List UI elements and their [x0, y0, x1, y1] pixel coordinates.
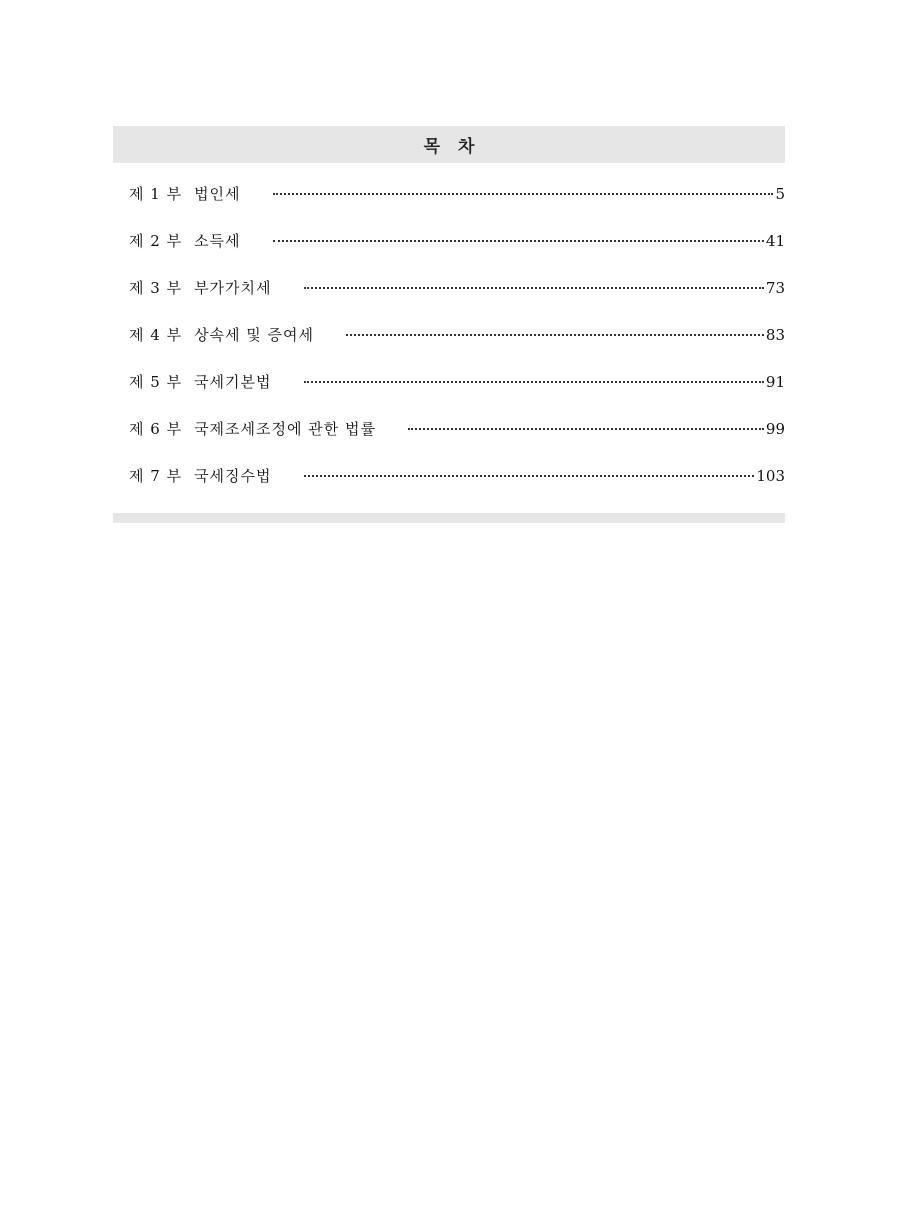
entry-page-number: 103 [756, 467, 785, 485]
entry-page-number: 99 [765, 420, 785, 438]
entry-part-number: 제 7 부 [129, 467, 183, 485]
entry-title: 국제조세조정에 관한 법률 [194, 420, 376, 438]
entry-part-number: 제 4 부 [129, 326, 183, 344]
dot-leader [408, 428, 764, 430]
entry-page-number: 73 [765, 279, 785, 297]
toc-entry-7[interactable] [113, 465, 785, 512]
toc-header [113, 126, 785, 163]
toc-entry-6[interactable] [113, 418, 785, 465]
dot-leader [273, 193, 774, 195]
entry-part-number: 제 1 부 [129, 185, 183, 203]
entry-part-number: 제 6 부 [129, 420, 183, 438]
entry-title: 법인세 [194, 185, 241, 203]
entry-page-number: 5 [775, 185, 785, 203]
toc-list [113, 163, 785, 512]
entry-part-number: 제 2 부 [129, 232, 183, 250]
entry-page-number: 91 [765, 373, 785, 391]
entry-page-number: 83 [765, 326, 785, 344]
toc-entry-3[interactable] [113, 277, 785, 324]
dot-leader [304, 381, 764, 383]
entry-title: 국세기본법 [194, 373, 272, 391]
entry-part-number: 제 3 부 [129, 279, 183, 297]
toc-entry-2[interactable] [113, 230, 785, 277]
entry-page-number: 41 [765, 232, 785, 250]
table-of-contents [113, 126, 785, 512]
dot-leader [273, 240, 764, 242]
dot-leader [346, 334, 764, 336]
entry-title: 부가가치세 [194, 279, 272, 297]
toc-entry-5[interactable] [113, 371, 785, 418]
entry-title: 상속세 및 증여세 [194, 326, 315, 344]
toc-title: 목 차 [423, 137, 481, 157]
entry-part-number: 제 5 부 [129, 373, 183, 391]
toc-entry-1[interactable] [113, 183, 785, 230]
entry-title: 소득세 [194, 232, 241, 250]
toc-entry-4[interactable] [113, 324, 785, 371]
toc-footer-bar [113, 513, 785, 523]
dot-leader [304, 475, 755, 477]
dot-leader [304, 287, 764, 289]
entry-title: 국세징수법 [194, 467, 272, 485]
